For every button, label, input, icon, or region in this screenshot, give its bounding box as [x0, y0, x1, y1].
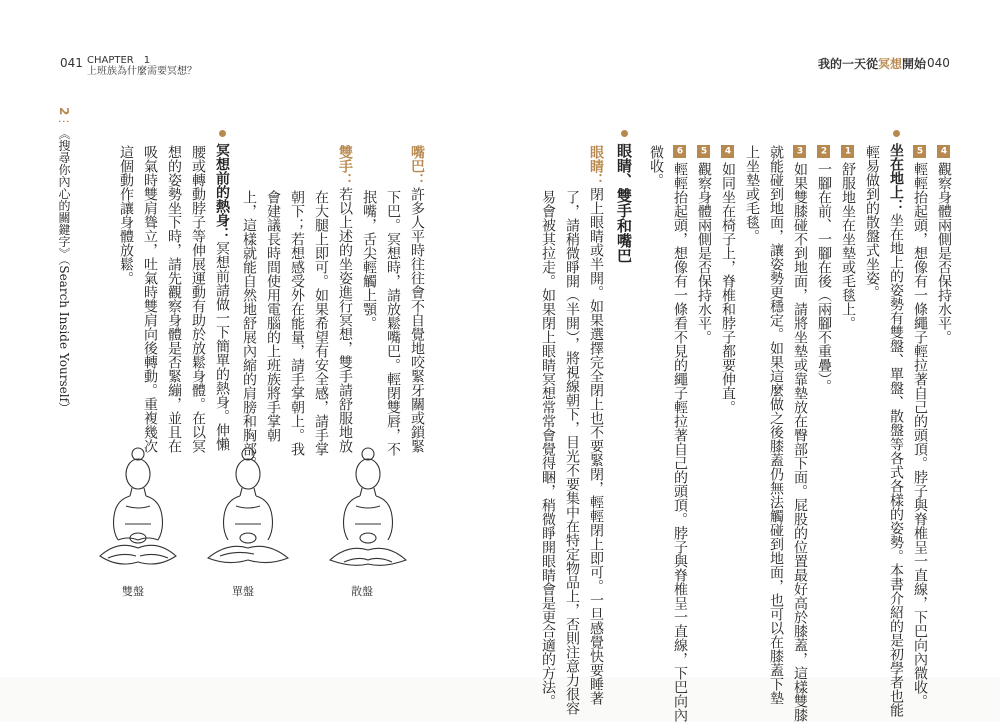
full-lotus-illustration — [88, 440, 188, 580]
running-title-post: 開始 — [902, 57, 927, 71]
caption-easy-pose: 散盤 — [351, 585, 373, 598]
eyes-label: 眼睛： — [588, 145, 604, 187]
chapter-label: CHAPTER 1 — [87, 55, 151, 66]
mouth-line-2 — [381, 190, 405, 456]
bullet-icon — [893, 130, 900, 137]
easy-pose-illustration — [318, 440, 418, 580]
eyes-text-1: 閉上眼睛或半開。如果選擇完全閉上也不要緊閉，輕輕閉上即可。一旦感覺快要睡著 — [588, 187, 604, 705]
warmup-line-2 — [186, 145, 210, 453]
hands-line-5 — [237, 190, 261, 470]
warmup-line-3 — [162, 145, 186, 453]
floor-item-3-badge: 3 — [793, 145, 806, 158]
floor-item-3-text-3: 上坐墊或毛毯。 — [744, 145, 760, 243]
floor-item-5 — [692, 145, 716, 344]
item-5-badge: 5 — [913, 145, 926, 158]
floor-item-5-text: 觀察身體兩側是否保持水平。 — [696, 162, 712, 344]
bullet-icon — [219, 130, 226, 137]
running-title-accent: 冥想 — [878, 57, 903, 71]
half-lotus-illustration — [198, 440, 298, 580]
warmup-text-4: 吸氣時雙肩聳立，吐氣時雙肩向後轉動。重複幾次 — [142, 145, 158, 453]
floor-item-6-text-1: 輕輕抬起頭，想像有一條看不見的繩子輕拉著自己的頭頂。脖子與脊椎呈一直線，下巴向內 — [672, 162, 688, 722]
item-4-badge: 4 — [937, 145, 950, 158]
chapter-subtitle: 上班族為什麼需要冥想？ — [87, 66, 197, 77]
floor-item-3-line-3 — [740, 145, 764, 243]
floor-item-2 — [812, 145, 836, 393]
hands-label: 雙手： — [337, 145, 353, 187]
side-note-text: 《搜尋你內心的關鍵字》（Search Inside Yourself） — [57, 127, 71, 415]
floor-line-2 — [860, 145, 884, 299]
floor-item-6-text-2: 微收。 — [648, 145, 664, 187]
eyes-line-1 — [584, 145, 608, 705]
item-4-line — [932, 145, 956, 344]
floor-item-1-badge: 1 — [841, 145, 854, 158]
eyes-line-2 — [560, 190, 584, 715]
mouth-text-3: 抿嘴，舌尖輕觸上顎。 — [361, 190, 377, 330]
floor-item-6-line-1 — [668, 145, 692, 722]
hands-text-5: 上，這樣就能自然地舒展內縮的肩膀和胸部。 — [241, 190, 257, 470]
warmup-line-1 — [210, 130, 234, 451]
item-5-line — [908, 145, 932, 708]
left-page-number: 041 — [60, 56, 83, 70]
floor-item-3-text-1: 如果雙膝碰不到地面，請將坐墊或靠墊放在臀部下面。屁股的位置最好高於膝蓋，這樣雙膝 — [792, 162, 808, 722]
hands-text-2: 在大腿上即可。如果希望有安全感，請手掌 — [313, 190, 329, 456]
eyes-text-3: 易會被其拉走。如果閉上眼睛冥想常常會覺得睏，稍微睜開眼睛會是更合適的方法。 — [540, 190, 556, 708]
warmup-text-1: 冥想前請做一下簡單的熱身。伸懶 — [214, 241, 230, 451]
right-page-number: 040 — [927, 56, 950, 70]
item-5-text: 輕輕抬起頭，想像有一條繩子輕拉著自己的頭頂。脖子與脊椎呈一直線，下巴向內微收。 — [912, 162, 928, 708]
warmup-text-5: 這個動作讓身體放鬆。 — [118, 145, 134, 285]
floor-text-2: 輕易做到的散盤式坐姿。 — [864, 145, 880, 299]
caption-full-lotus: 雙盤 — [122, 585, 144, 598]
floor-item-4-badge: 4 — [721, 145, 734, 158]
floor-item-2-badge: 2 — [817, 145, 830, 158]
hands-text-4: 會建議長時間使用電腦的上班族將手掌朝 — [265, 190, 281, 442]
mouth-text-1: 許多人平時往往會不自覺地咬緊牙關或鎖緊 — [409, 187, 425, 453]
floor-line-1 — [884, 130, 908, 717]
warmup-text-3: 想的姿勢坐下時，請先觀察身體是否緊繃，並且在 — [166, 145, 182, 453]
item-4-text: 觀察身體兩側是否保持水平。 — [936, 162, 952, 344]
mouth-label: 嘴巴： — [409, 145, 425, 187]
mouth-line-1 — [405, 145, 429, 453]
warmup-heading: 冥想前的熱身： — [214, 143, 230, 241]
eyes-text-2: 了，請稍微睜開（半開），將視線朝下，目光不要集中在特定物品上，否則注意力很容 — [564, 190, 580, 715]
bullet-icon — [621, 130, 628, 137]
floor-item-1-text: 舒服地坐在坐墊或毛毯上。 — [840, 162, 856, 330]
eyes-hands-mouth-heading: 眼睛、雙手和嘴巴 — [615, 143, 633, 263]
floor-item-1 — [836, 145, 860, 330]
hands-text-3: 朝下；若想感受外在能量，請手掌朝上。我 — [289, 190, 305, 456]
floor-item-4-line — [716, 145, 740, 414]
floor-item-2-text: 一腳在前、一腳在後（兩腳不重疊）。 — [816, 162, 832, 393]
warmup-line-5 — [114, 145, 138, 285]
floor-item-6-badge: 6 — [673, 145, 686, 158]
floor-item-6-line-2 — [644, 145, 668, 187]
floor-item-3-line-2 — [764, 145, 788, 705]
warmup-line-4 — [138, 145, 162, 453]
floor-item-3-line-1 — [788, 145, 812, 722]
hands-text-1: 若以上述的坐姿進行冥想，雙手請舒服地放 — [337, 187, 353, 453]
eyes-line-3 — [536, 190, 560, 708]
running-title — [818, 55, 926, 72]
floor-item-5-badge: 5 — [697, 145, 710, 158]
side-note-number: 2 — [57, 107, 71, 116]
warmup-text-2: 腰或轉動脖子等伸展運動有助於放鬆身體。在以冥 — [190, 145, 206, 453]
side-note — [55, 107, 73, 414]
floor-text-1: 坐在地上的姿勢有雙盤、單盤、散盤等各式各樣的姿勢。本書介紹的是初學者也能 — [888, 213, 904, 717]
hands-line-3 — [285, 190, 309, 456]
hands-line-4 — [261, 190, 285, 442]
floor-item-4-text: 如同坐在椅子上，脊椎和脖子都要伸直。 — [720, 162, 736, 414]
hands-line-2 — [309, 190, 333, 456]
mouth-text-2: 下巴。冥想時，請放鬆嘴巴。輕閉雙唇，不 — [385, 190, 401, 456]
running-title-pre: 我的一天從 — [818, 57, 879, 71]
side-note-dots: ⋮ — [57, 115, 71, 128]
floor-item-3-text-2: 就能碰到地面，讓姿勢更穩定。如果這麼做之後膝蓋仍無法觸碰到地面，也可以在膝蓋下墊 — [768, 145, 784, 705]
mouth-line-3 — [357, 190, 381, 330]
hands-line-1 — [333, 145, 357, 453]
caption-half-lotus: 單盤 — [232, 585, 254, 598]
floor-heading: 坐在地上： — [888, 143, 904, 213]
eyes-heading-line — [612, 130, 636, 263]
